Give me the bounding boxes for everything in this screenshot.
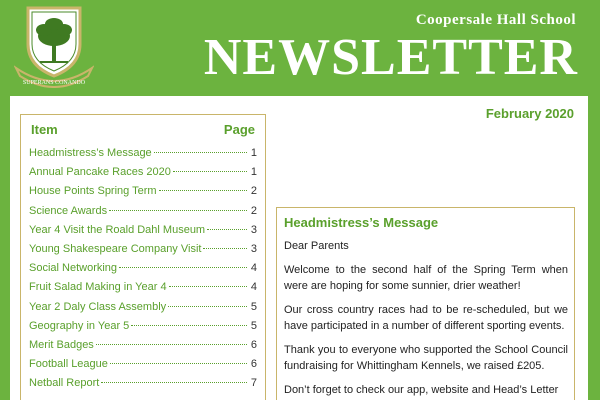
toc-entry[interactable] <box>29 301 257 320</box>
message-paragraph: Don’t forget to check our app, website and Head’s Letter <box>284 384 559 396</box>
message-paragraph: Thank you to everyone who supported the School Council fundraising for Whittingham Kennels, we raised £205. <box>284 344 568 372</box>
toc-entry[interactable] <box>29 377 257 396</box>
toc-leader-dots <box>159 190 247 191</box>
toc-entry[interactable] <box>29 281 257 300</box>
toc-entry-page: 5 <box>250 300 257 313</box>
toc-entry-label: Football League <box>29 358 108 371</box>
toc-leader-dots <box>154 152 247 153</box>
toc-entry[interactable] <box>29 185 257 204</box>
toc-list <box>21 141 265 396</box>
toc-leader-dots <box>131 325 247 326</box>
toc-entry-page: 2 <box>250 185 257 198</box>
toc-entry-label: House Points Spring Term <box>29 185 157 198</box>
toc-entry-page: 1 <box>250 147 257 159</box>
toc-entry-page: 1 <box>250 166 257 179</box>
toc-leader-dots <box>207 229 247 230</box>
toc-leader-dots <box>168 306 247 307</box>
toc-entry-page: 5 <box>250 319 257 332</box>
toc-leader-dots <box>110 363 247 364</box>
issue-date: February 2020 <box>485 106 574 121</box>
toc-entry-label: Fruit Salad Making in Year 4 <box>29 281 167 294</box>
toc-entry-page: 4 <box>250 281 257 294</box>
toc-entry[interactable] <box>29 339 257 358</box>
right-border-strip <box>588 96 600 400</box>
toc-leader-dots <box>109 210 247 211</box>
toc-entry-page: 3 <box>250 242 257 255</box>
toc-entry-label: Geography in Year 5 <box>29 319 130 332</box>
table-of-contents <box>20 114 266 400</box>
toc-entry[interactable] <box>29 243 257 262</box>
toc-entry-label: Year 4 Visit the Roald Dahl Museum <box>29 223 206 236</box>
toc-leader-dots <box>173 171 247 172</box>
toc-entry[interactable] <box>29 224 257 243</box>
toc-entry-label: Young Shakespeare Company Visit <box>29 242 202 255</box>
toc-header <box>21 115 265 141</box>
toc-entry-label: Netball Report <box>29 377 100 390</box>
toc-entry-label: Headmistress’s Message <box>29 147 152 159</box>
toc-leader-dots <box>101 382 247 383</box>
toc-page-header: Page <box>223 122 255 137</box>
message-paragraph: Our cross country races had to be re-scheduled, but we have participated in a number of different sporting events. <box>284 304 568 332</box>
toc-entry[interactable] <box>29 358 257 377</box>
message-title: Headmistress’s Message <box>284 215 439 230</box>
toc-entry-label: Merit Badges <box>29 338 94 351</box>
newsletter-header <box>0 0 600 96</box>
toc-entry-label: Year 2 Daly Class Assembly <box>29 300 167 313</box>
toc-leader-dots <box>169 286 247 287</box>
left-border-strip <box>0 96 10 400</box>
toc-entry[interactable] <box>29 147 257 166</box>
crest-motto: SUPERANS CONANDO <box>22 80 86 86</box>
toc-entry[interactable] <box>29 166 257 185</box>
toc-entry-page: 2 <box>250 204 257 217</box>
message-paragraph: Welcome to the second half of the Spring Term when were are hoping for some sunnier, drier weather! <box>284 264 568 292</box>
toc-entry-page: 6 <box>250 358 257 371</box>
toc-entry[interactable] <box>29 205 257 224</box>
toc-leader-dots <box>119 267 247 268</box>
toc-entry-page: 3 <box>250 223 257 236</box>
toc-entry-page: 4 <box>250 262 257 275</box>
toc-entry-label: Social Networking <box>29 262 118 275</box>
toc-entry[interactable] <box>29 320 257 339</box>
message-paragraph: Dear Parents <box>284 240 349 252</box>
toc-entry-page: 7 <box>250 377 257 390</box>
toc-entry-page: 6 <box>250 338 257 351</box>
school-name: Coopersale Hall School <box>415 12 576 28</box>
toc-leader-dots <box>203 248 247 249</box>
school-crest-icon <box>14 4 94 88</box>
toc-leader-dots <box>96 344 247 345</box>
toc-entry-label: Science Awards <box>29 204 108 217</box>
toc-entry-label: Annual Pancake Races 2020 <box>29 166 171 179</box>
page-title: NEWSLETTER <box>203 29 578 86</box>
toc-item-header: Item <box>31 122 58 137</box>
headmistress-message <box>276 207 575 400</box>
toc-entry[interactable] <box>29 262 257 281</box>
